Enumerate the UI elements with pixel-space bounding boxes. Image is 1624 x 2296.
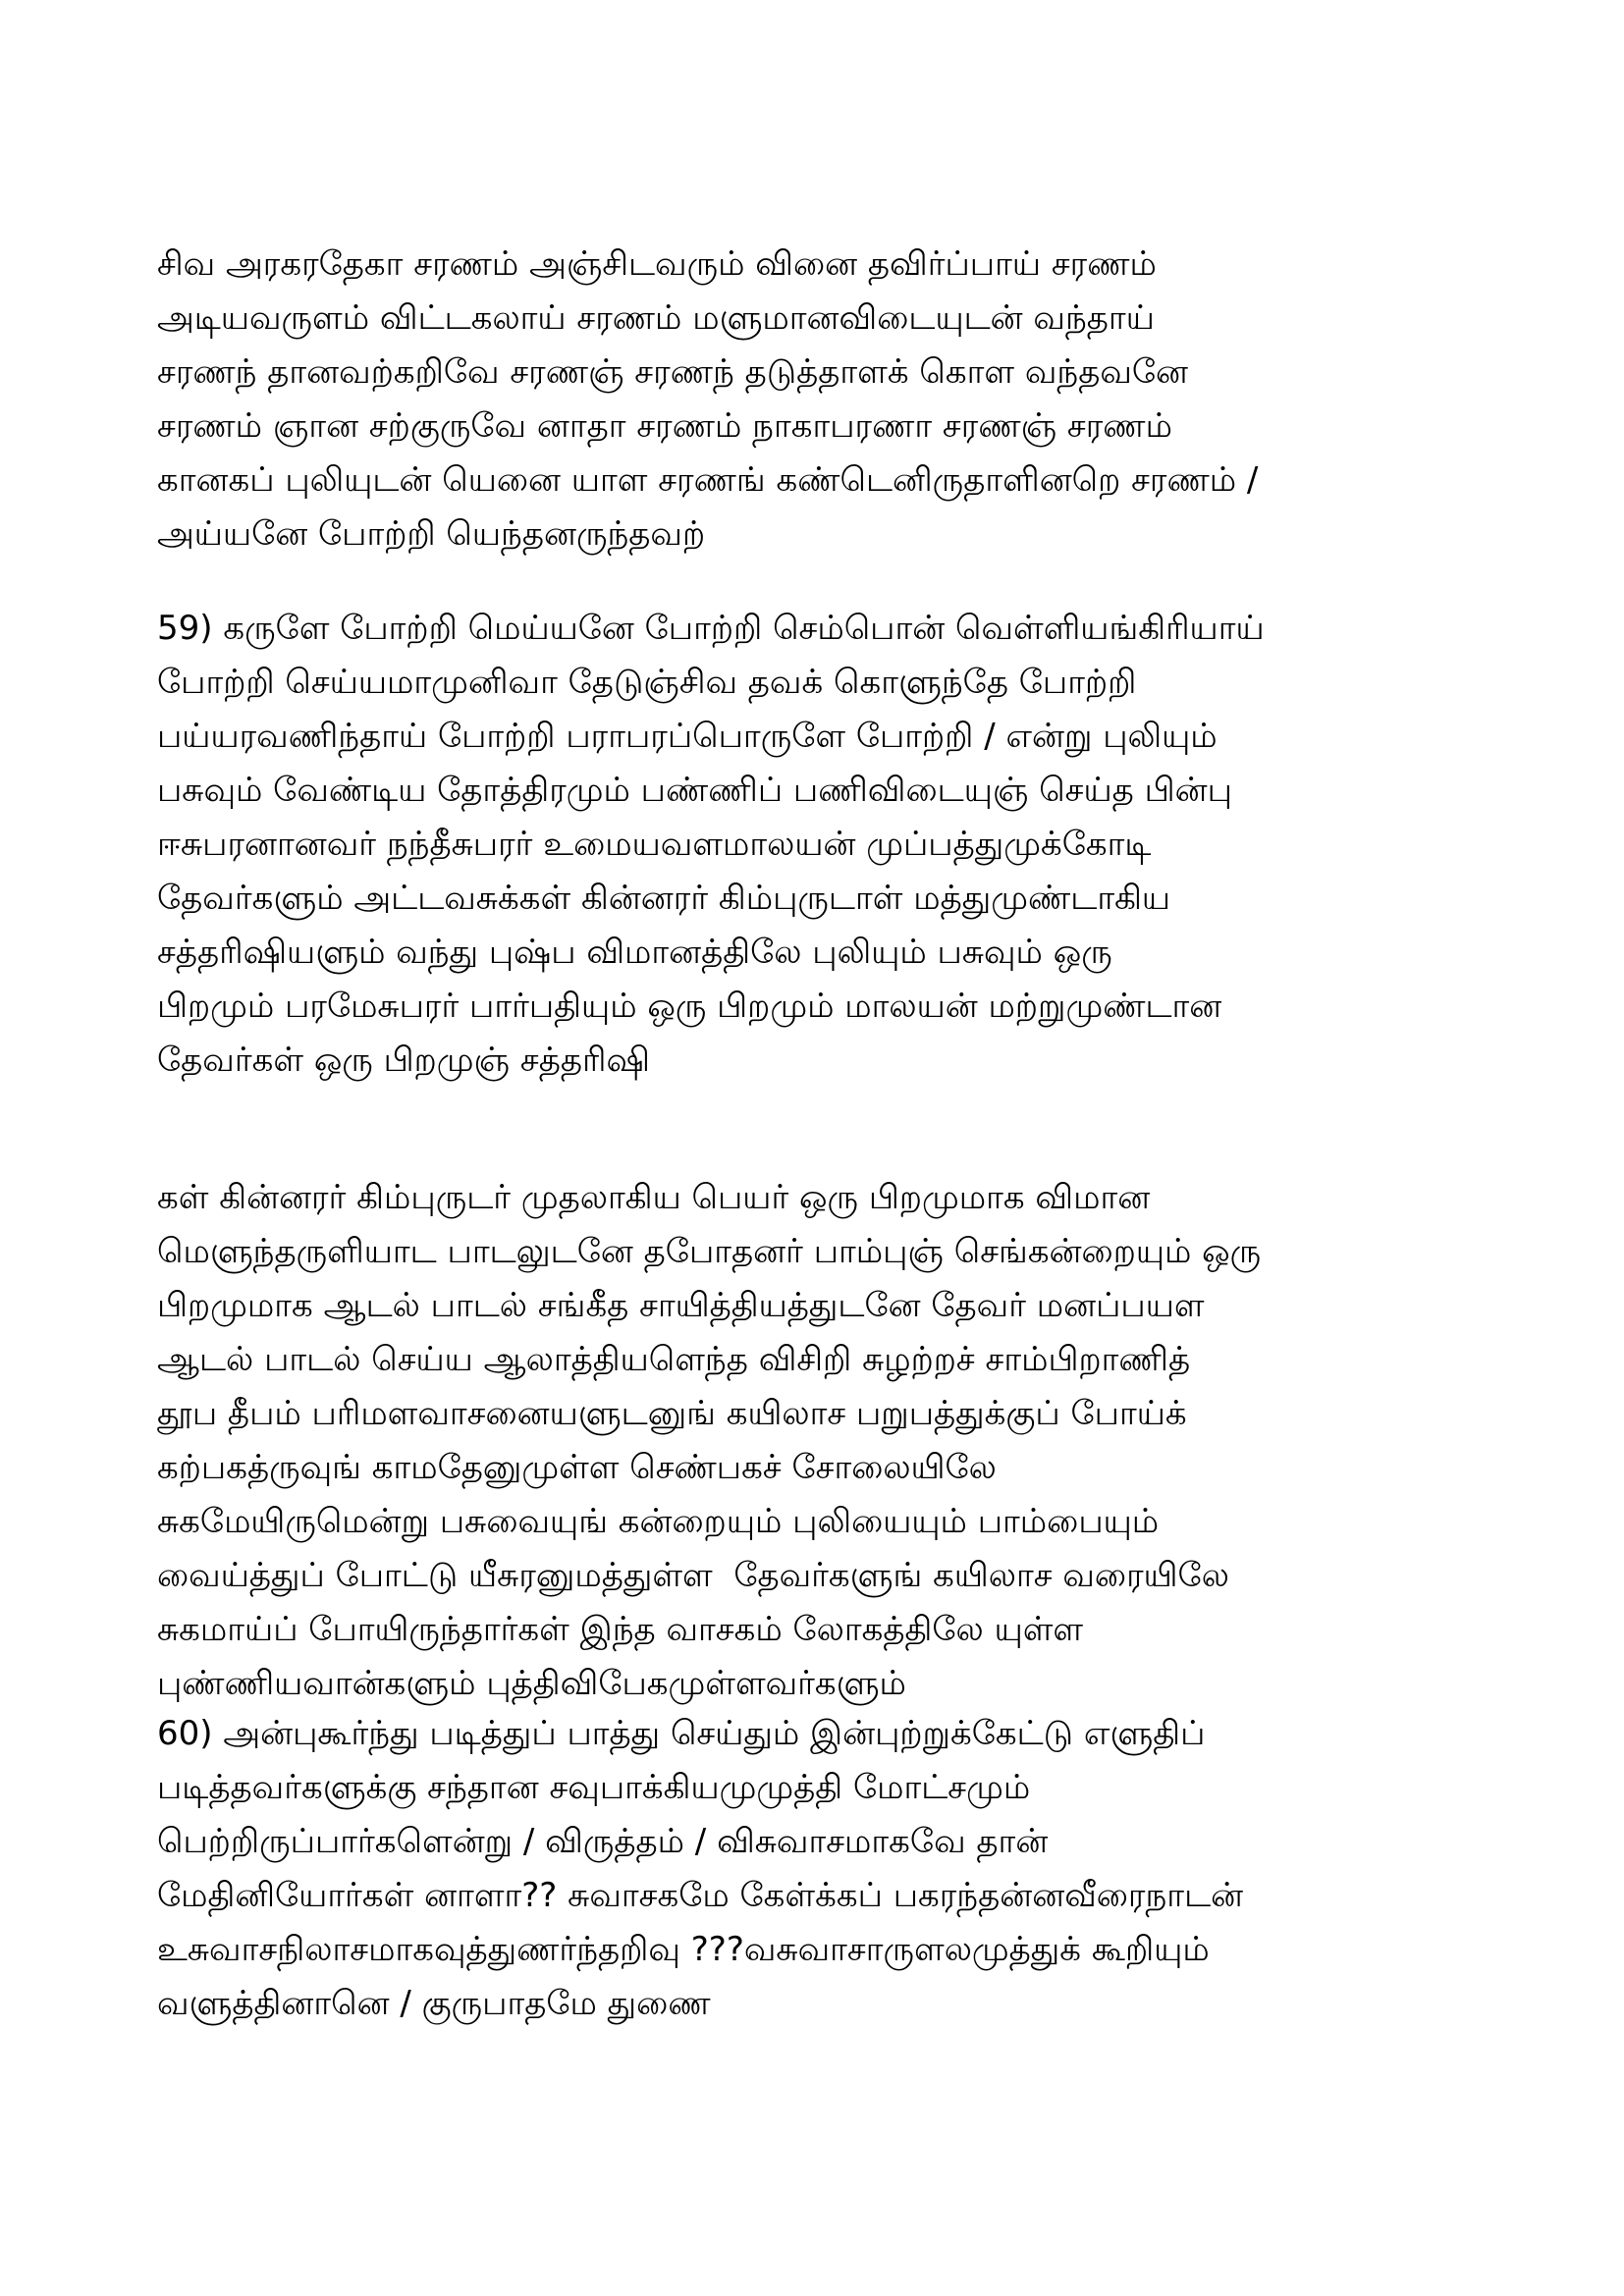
text-line: அடியவருளம் விட்டகலாய் சரணம் மளுமானவிடையுடன் வந்தாய் [157,298,1155,338]
text-line: பிறமுமாக ஆடல் பாடல் சங்கீத சாயித்தியத்துடனே தேவர் மனப்பயள [157,1286,1205,1325]
text-line: பெற்றிருப்பார்களென்று / விருத்தம் / விசுவாசமாகவே தான் [157,1822,1049,1861]
text-line: படித்தவர்களுக்கு சந்தான சவுபாக்கியமுமுத்தி மோட்சமும் [157,1768,1031,1807]
paragraph [157,1707,1512,2031]
text-line: போற்றி செய்யமாமுனிவா தேடுஞ்சிவ தவக் கொளுந்தே போற்றி [157,663,1137,702]
text-line: 59) கருளே போற்றி மெய்யனே போற்றி செம்பொன் வெள்ளியங்கிரியாய் [157,609,1265,648]
text-line: வைய்த்துப் போட்டு யீசுரனுமத்துள்ள தேவர்களுங் கயிலாச வரையிலே [157,1556,1229,1595]
text-line: மெளுந்தருளியாட பாடலுடனே தபோதனர் பாம்புஞ் செங்கன்றையும் ஒரு [157,1232,1262,1271]
text-line: சிவ அரகரதேகா சரணம் அஞ்சிடவரும் வினை தவிர்ப்பாய் சரணம் [157,244,1157,284]
text-line: புண்ணியவான்களும் புத்திவிபேகமுள்ளவர்களும் [157,1664,906,1703]
text-line: கானகப் புலியுடன் யெனை யாள சரணங் கண்டெனிருதாளினறெ சரணம் / [157,460,1259,500]
text-line: மேதினியோர்கள் னாளா?? சுவாசகமே கேள்க்கப் பகரந்தன்னவீரைநாடன் [157,1876,1244,1915]
text-line: சரணந் தானவற்கறிவே சரணஞ் சரணந் தடுத்தாளக் கொள வந்தவனே [157,352,1188,392]
text-line: பசுவும் வேண்டிய தோத்திரமும் பண்ணிப் பணிவிடையுஞ் செய்த பின்பு [157,771,1232,810]
text-line: 60) அன்புகூர்ந்து படித்துப் பாத்து செய்தும் இன்புற்றுக்கேட்டு எளுதிப் [157,1714,1206,1753]
paragraph [157,238,1512,561]
text-line: ஈசுபரனானவர் நந்தீசுபரர் உமையவளமாலயன் முப்பத்துமுக்கோடி [157,825,1152,864]
text-line: தூப தீபம் பரிமளவாசனையளுடனுங் கயிலாச பறுபத்துக்குப் போய்க் [157,1394,1187,1433]
text-line: சுகமேயிருமென்று பசுவையுங் கன்றையும் புலியையும் பாம்பையும் [157,1502,1160,1541]
text-line: ஆடல் பாடல் செய்ய ஆலாத்தியளெந்த விசிறி சுழற்றச் சாம்பிறாணித் [157,1340,1191,1379]
text-line: பிறமும் பரமேசுபரர் பார்பதியும் ஒரு பிறமும் மாலயன் மற்றுமுண்டான [157,987,1222,1026]
text-line: கள் கின்னரர் கிம்புருடர் முதலாகிய பெயர் ஒரு பிறமுமாக விமான [157,1178,1151,1217]
text-line: தேவர்களும் அட்டவசுக்கள் கின்னரர் கிம்புருடாள் மத்துமுண்டாகிய [157,879,1171,918]
text-line: சரணம் ஞான சற்குருவே னாதா சரணம் நாகாபரணா சரணஞ் சரணம் [157,406,1172,446]
text-line: அய்யனே போற்றி யெந்தனருந்தவற் [157,514,706,554]
paragraph [157,1171,1512,1711]
text-line: சத்தரிஷியளும் வந்து புஷ்ப விமானத்திலே புலியும் பசுவும் ஒரு [157,933,1112,972]
paragraph [157,602,1512,1088]
text-line: தேவர்கள் ஒரு பிறமுஞ் சத்தரிஷி [157,1041,650,1080]
text-line: சுகமாய்ப் போயிருந்தார்கள் இந்த வாசகம் லோகத்திலே யுள்ள [157,1610,1084,1649]
text-line: பய்யரவணிந்தாய் போற்றி பராபரப்பொருளே போற்றி / என்று புலியும் [157,717,1218,756]
text-line: உசுவாசநிலாசமாகவுத்துணர்ந்தறிவு ???வசுவாசாருளலமுத்துக் கூறியும் [157,1930,1210,1969]
text-line: வளுத்தினானெ / குருபாதமே துணை [157,1984,711,2023]
text-line: கற்பகத்ருவுங் காமதேனுமுள்ள செண்பகச் சோலையிலே [157,1448,997,1487]
